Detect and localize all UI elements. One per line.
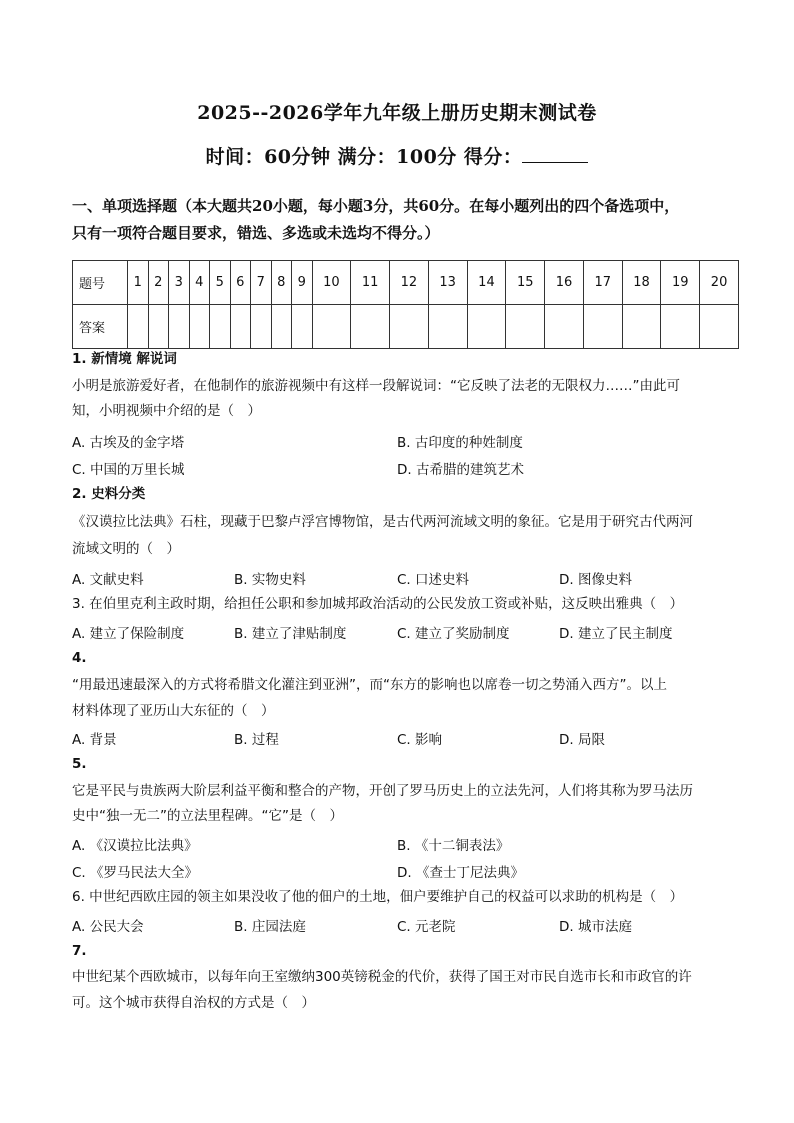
number-row-label: 题号 bbox=[73, 261, 128, 305]
question-number-cell: 13 bbox=[428, 261, 467, 305]
answer-cell[interactable] bbox=[700, 305, 739, 349]
exam-subtitle-text: 时间：60分钟 满分：100分 得分： bbox=[205, 146, 523, 168]
q1-text-line2: 知，小明视频中介绍的是（ ） bbox=[72, 403, 261, 419]
answer-cell[interactable] bbox=[292, 305, 313, 349]
question-number-cell: 12 bbox=[390, 261, 429, 305]
q3-option-a[interactable]: A. 建立了保险制度 bbox=[72, 626, 185, 642]
question-number-cell: 8 bbox=[271, 261, 292, 305]
question-number-cell: 9 bbox=[292, 261, 313, 305]
answer-cell[interactable] bbox=[390, 305, 429, 349]
q2-option-b[interactable]: B. 实物史料 bbox=[234, 572, 306, 588]
q1-option-d[interactable]: D. 古希腊的建筑艺术 bbox=[397, 462, 524, 478]
question-number-cell: 17 bbox=[583, 261, 622, 305]
q4-option-d[interactable]: D. 局限 bbox=[559, 732, 605, 748]
q5-heading: 5. bbox=[72, 756, 87, 772]
question-number-cell: 2 bbox=[148, 261, 169, 305]
question-number-cell: 1 bbox=[128, 261, 149, 305]
answer-cell[interactable] bbox=[467, 305, 506, 349]
q2-heading: 2. 史料分类 bbox=[72, 486, 146, 502]
q3-option-c[interactable]: C. 建立了奖励制度 bbox=[397, 626, 510, 642]
answer-cell[interactable] bbox=[169, 305, 190, 349]
answer-cell[interactable] bbox=[428, 305, 467, 349]
section-heading bbox=[72, 193, 732, 247]
q4-option-a[interactable]: A. 背景 bbox=[72, 732, 117, 748]
q6-option-b[interactable]: B. 庄园法庭 bbox=[234, 919, 306, 935]
q5-option-d[interactable]: D. 《查士丁尼法典》 bbox=[397, 865, 524, 881]
answer-cell[interactable] bbox=[148, 305, 169, 349]
q5-text-line1: 它是平民与贵族两大阶层利益平衡和整合的产物，开创了罗马历史上的立法先河，人们将其称为罗马法历 bbox=[72, 783, 693, 799]
q3-option-b[interactable]: B. 建立了津贴制度 bbox=[234, 626, 347, 642]
answer-cell[interactable] bbox=[128, 305, 149, 349]
answer-row-label: 答案 bbox=[73, 305, 128, 349]
answer-cell[interactable] bbox=[351, 305, 390, 349]
question-number-cell: 20 bbox=[700, 261, 739, 305]
q5-option-c[interactable]: C. 《罗马民法大全》 bbox=[72, 865, 199, 881]
q5-text-line2: 史中“独一无二”的立法里程碑。“它”是（ ） bbox=[72, 808, 343, 824]
q7-text-line2: 可。这个城市获得自治权的方式是（ ） bbox=[72, 995, 315, 1011]
question-number-cell: 3 bbox=[169, 261, 190, 305]
question-number-cell: 15 bbox=[506, 261, 545, 305]
answer-cell[interactable] bbox=[230, 305, 251, 349]
section-heading-line1: 一、单项选择题（本大题共20小题，每小题3分，共60分。在每小题列出的四个备选项中， bbox=[72, 197, 680, 215]
q2-text-line2: 流域文明的（ ） bbox=[72, 541, 180, 557]
question-number-cell: 11 bbox=[351, 261, 390, 305]
answer-cell[interactable] bbox=[506, 305, 545, 349]
answer-cell[interactable] bbox=[271, 305, 292, 349]
question-number-cell: 14 bbox=[467, 261, 506, 305]
question-number-cell: 18 bbox=[622, 261, 661, 305]
answer-cell[interactable] bbox=[189, 305, 210, 349]
answer-cell[interactable] bbox=[583, 305, 622, 349]
question-number-cell: 5 bbox=[210, 261, 231, 305]
q7-heading: 7. bbox=[72, 943, 87, 959]
answer-table-answer-row bbox=[73, 305, 739, 349]
answer-cell[interactable] bbox=[661, 305, 700, 349]
q5-option-b[interactable]: B. 《十二铜表法》 bbox=[397, 838, 510, 854]
q4-heading: 4. bbox=[72, 650, 87, 666]
q4-text-line1: “用最迅速最深入的方式将希腊文化灌注到亚洲”，而“东方的影响也以席卷一切之势涌入西方”。以上 bbox=[72, 677, 667, 693]
q4-option-b[interactable]: B. 过程 bbox=[234, 732, 279, 748]
q1-option-c[interactable]: C. 中国的万里长城 bbox=[72, 462, 185, 478]
question-number-cell: 4 bbox=[189, 261, 210, 305]
question-number-cell: 7 bbox=[251, 261, 272, 305]
q4-text-line2: 材料体现了亚历山大东征的（ ） bbox=[72, 703, 275, 719]
q6-option-a[interactable]: A. 公民大会 bbox=[72, 919, 144, 935]
answer-cell[interactable] bbox=[251, 305, 272, 349]
section-heading-line2: 只有一项符合题目要求，错选、多选或未选均不得分。） bbox=[72, 224, 440, 242]
q5-option-a[interactable]: A. 《汉谟拉比法典》 bbox=[72, 838, 198, 854]
answer-cell[interactable] bbox=[210, 305, 231, 349]
answer-table-number-row bbox=[73, 261, 739, 305]
exam-title: 2025--2026学年九年级上册历史期末测试卷 bbox=[197, 102, 597, 124]
answer-cell[interactable] bbox=[312, 305, 351, 349]
answer-cell[interactable] bbox=[545, 305, 584, 349]
q1-text-line1: 小明是旅游爱好者，在他制作的旅游视频中有这样一段解说词：“它反映了法老的无限权力……”由此可 bbox=[72, 378, 680, 394]
answer-table bbox=[72, 260, 739, 349]
question-number-cell: 19 bbox=[661, 261, 700, 305]
question-number-cell: 6 bbox=[230, 261, 251, 305]
q2-option-c[interactable]: C. 口述史料 bbox=[397, 572, 470, 588]
q1-heading: 1. 新情境 解说词 bbox=[72, 351, 177, 367]
q6-option-d[interactable]: D. 城市法庭 bbox=[559, 919, 632, 935]
exam-subtitle bbox=[0, 142, 794, 169]
q1-option-a[interactable]: A. 古埃及的金字塔 bbox=[72, 435, 185, 451]
q2-option-a[interactable]: A. 文献史料 bbox=[72, 572, 144, 588]
q3-text: 3. 在伯里克利主政时期，给担任公职和参加城邦政治活动的公民发放工资或补贴，这反映出雅典（ ） bbox=[72, 596, 684, 612]
q1-option-b[interactable]: B. 古印度的种姓制度 bbox=[397, 435, 523, 451]
q6-option-c[interactable]: C. 元老院 bbox=[397, 919, 456, 935]
question-number-cell: 16 bbox=[545, 261, 584, 305]
q2-option-d[interactable]: D. 图像史料 bbox=[559, 572, 632, 588]
q3-option-d[interactable]: D. 建立了民主制度 bbox=[559, 626, 673, 642]
q6-text: 6. 中世纪西欧庄园的领主如果没收了他的佃户的土地，佃户要维护自己的权益可以求助的机构是（ ） bbox=[72, 889, 684, 905]
question-number-cell: 10 bbox=[312, 261, 351, 305]
q4-option-c[interactable]: C. 影响 bbox=[397, 732, 443, 748]
q7-text-line1: 中世纪某个西欧城市，以每年向王室缴纳300英镑税金的代价，获得了国王对市民自选市长和市政官的许 bbox=[72, 969, 692, 985]
q2-text-line1: 《汉谟拉比法典》石柱，现藏于巴黎卢浮宫博物馆，是古代两河流域文明的象征。它是用于研究古代两河 bbox=[72, 514, 693, 530]
score-blank bbox=[522, 144, 588, 163]
answer-cell[interactable] bbox=[622, 305, 661, 349]
